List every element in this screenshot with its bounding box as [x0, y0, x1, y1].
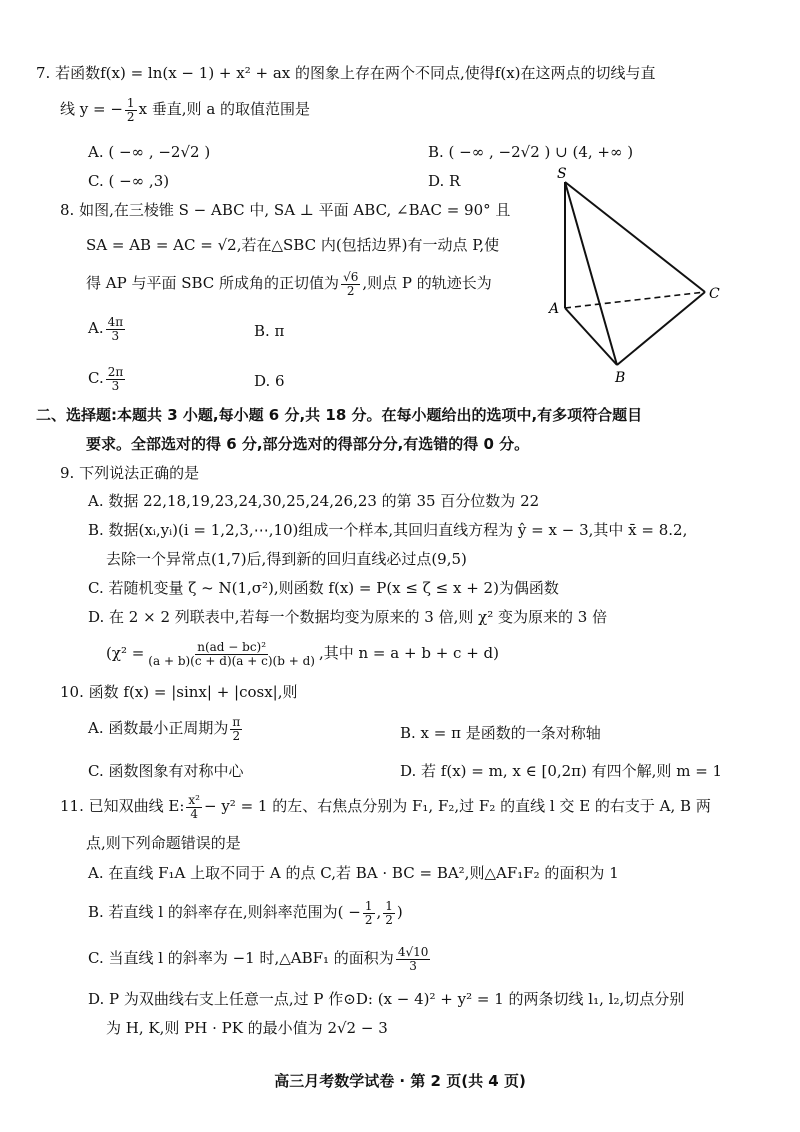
fraction: $\frac{√6}{2}$ [343, 270, 359, 298]
fraction: $\frac{4√10}{3}$ [397, 945, 429, 973]
q11-option-b: B. 若直线 l 的斜率存在,则斜率范围为( − $\frac{1}{2}$ , $\frac{1}{2}$ ) [88, 899, 403, 927]
vertex-label-c: C [709, 286, 720, 302]
fraction: $\frac{\text{n(ad − bc)²}}{(a + b)(c + d)(a + c)(b + d)}$ [148, 640, 315, 668]
fraction: $\frac{1}{2}$ [126, 96, 135, 124]
q8-option-c: C. $\frac{2\pi}{3}$ [88, 365, 124, 393]
q7-option-a: A. ( −∞ , −2√2 ) [88, 143, 211, 161]
q11-stem-line2: 点,则下列命题错误的是 [86, 834, 241, 852]
q9-option-b-line2: 去除一个异常点(1,7)后,得到新的回归直线必过点(9,5) [106, 550, 467, 568]
q10-option-c: C. 函数图象有对称中心 [88, 762, 244, 780]
q9-option-d-line1: D. 在 2 × 2 列联表中,若每一个数据均变为原来的 3 倍,则 χ² 变为原来的 3 倍 [88, 608, 608, 626]
section-2-header-line1: 二、选择题:本题共 3 小题,每小题 6 分,共 18 分。在每小题给出的选项中,有多项符合题目 [36, 406, 643, 424]
section-2-header-line2: 要求。全部选对的得 6 分,部分选对的得部分分,有选错的得 0 分。 [86, 435, 530, 453]
q11-option-c: C. 当直线 l 的斜率为 −1 时,△ABF₁ 的面积为 $\frac{4√10}{3}$ [88, 945, 429, 973]
q7-option-c: C. ( −∞ ,3) [88, 172, 170, 190]
q8-option-a: A. $\frac{4\pi}{3}$ [88, 315, 124, 343]
q7-option-b: B. ( −∞ , −2√2 ) ∪ (4, +∞ ) [428, 143, 634, 161]
vertex-label-a: A [549, 301, 560, 317]
fraction: $\frac{\text{x²}}{4}$ [188, 793, 200, 821]
q11-option-d-line2: 为 H, K,则 PH · PK 的最小值为 2√2 − 3 [106, 1019, 388, 1037]
page-footer: 高三月考数学试卷 · 第 2 页(共 4 页) [274, 1072, 526, 1090]
q9-option-b-line1: B. 数据(xᵢ,yᵢ)(i = 1,2,3,⋯,10)组成一个样本,其回归直线方程为 ŷ = x − 3,其中 x̄ = 8.2, [88, 521, 688, 539]
q11-stem-line1: 11. 已知双曲线 E: $\frac{\text{x²}}{4}$ − y² = 1 的左、右焦点分别为 F₁, F₂,过 F₂ 的直线 l 交 E 的右支于 A, B 两 [60, 793, 711, 821]
q11-option-a: A. 在直线 F₁A 上取不同于 A 的点 C,若 BA · BC = BA²,则△AF₁F₂ 的面积为 1 [88, 864, 619, 882]
fraction: $\frac{1}{2}$ [364, 899, 373, 927]
q8-stem-line1: 8. 如图,在三棱锥 S − ABC 中, SA ⊥ 平面 ABC, ∠BAC = 90° 且 [60, 201, 511, 219]
q10-option-d: D. 若 f(x) = m, x ∈ [0,2π) 有四个解,则 m = 1 [400, 762, 723, 780]
vertex-label-s: S [557, 166, 567, 182]
q8-option-d: D. 6 [254, 372, 285, 390]
q9-option-d-line2: (χ² = $\frac{\text{n(ad − bc)²}}{(a + b)(c + d)(a + c)(b + d)}$ ,其中 n = a + b + c + d) [106, 640, 499, 668]
vertex-label-b: B [615, 370, 626, 386]
q9-option-c: C. 若随机变量 ζ ~ N(1,σ²),则函数 f(x) = P(x ≤ ζ ≤ x + 2)为偶函数 [88, 579, 559, 597]
q8-stem-line3: 得 AP 与平面 SBC 所成角的正切值为 $\frac{√6}{2}$ ,则点 P 的轨迹长为 [86, 270, 492, 298]
q11-option-d-line1: D. P 为双曲线右支上任意一点,过 P 作⊙D: (x − 4)² + y² = 1 的两条切线 l₁, l₂,切点分别 [88, 990, 685, 1008]
edge-bc [617, 292, 705, 365]
edge-sc [565, 182, 705, 292]
edge-ac-hidden [565, 292, 705, 308]
q9-stem: 9. 下列说法正确的是 [60, 464, 200, 482]
fraction: $\frac{2\pi}{3}$ [107, 365, 124, 393]
q8-stem-line2: SA = AB = AC = √2,若在△SBC 内(包括边界)有一动点 P,使 [86, 236, 500, 254]
fraction: $\frac{\pi}{2}$ [232, 715, 241, 743]
q10-option-b: B. x = π 是函数的一条对称轴 [400, 724, 601, 742]
q8-option-b: B. π [254, 322, 285, 340]
fraction: $\frac{1}{2}$ [385, 899, 393, 927]
q10-stem: 10. 函数 f(x) = |sinx| + |cosx|,则 [60, 683, 298, 701]
fraction: $\frac{4\pi}{3}$ [107, 315, 124, 343]
q7-stem-line1: 7. 若函数f(x) = ln(x − 1) + x² + ax 的图象上存在两个不同点,使得f(x)在这两点的切线与直 [36, 64, 656, 82]
q9-option-a: A. 数据 22,18,19,23,24,30,25,24,26,23 的第 35 百分位数为 22 [88, 492, 540, 510]
q7-stem-line2: 线 y = − $\frac{1}{2}$ x 垂直,则 a 的取值范围是 [60, 96, 311, 124]
q7-option-d: D. R [428, 172, 461, 190]
q10-option-a: A. 函数最小正周期为 $\frac{\pi}{2}$ [88, 715, 241, 743]
tetrahedron-figure [545, 160, 745, 390]
